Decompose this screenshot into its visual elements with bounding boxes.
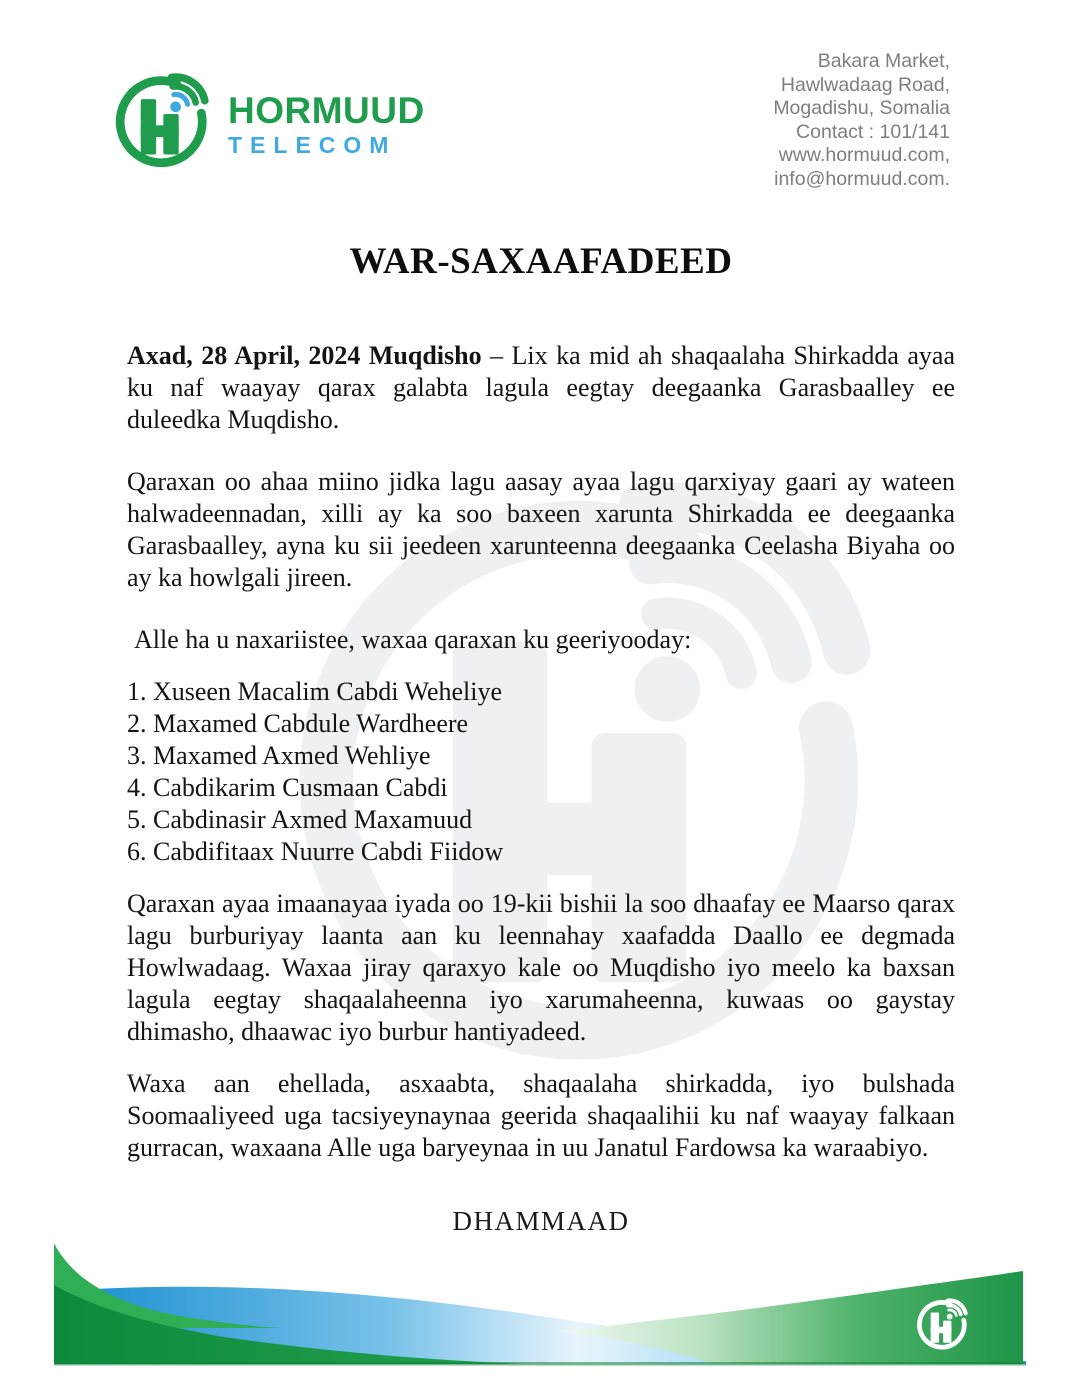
contact-line-address-2: Hawlwadaag Road, [780, 73, 950, 96]
document-body [127, 240, 955, 1237]
dateline-bold: Axad, 28 April, 2024 Muqdisho [127, 341, 482, 370]
contact-line-phone: Contact : 101/141 [796, 120, 950, 143]
paragraph-previous-attacks: Qaraxan ayaa imaanayaa iyada oo 19-kii bishii la soo dhaafay ee Maarso qarax lagu burburiyay laanta aan ku leennahay xaafadda Daallo ee degmada Howlwadaag. Waxaa jiray qaraxyo kale oo Muqdisho iyo meelo ka baxsan lagula eegtay shaqaalaheenna iyo xarumaheenna, kuwaas oo gaystay dhimasho, dhaawac iyo burbur hantiyadeed. [127, 889, 955, 1046]
dateline-rest: – Lix ka mid ah shaqaalaha Shirkadda ayaa ku naf waayay qarax galabta lagula eegtay deegaanka Garasbaalley ee duleedka Muqdisho. [127, 341, 955, 434]
closing-text: DHAMMAAD [452, 1206, 630, 1236]
hormuud-logo-icon [112, 56, 230, 171]
footer-wave-svg [54, 1243, 1026, 1368]
victim-name-2: 2. Maxamed Cabdule Wardheere [127, 709, 469, 738]
brand-name: HORMUUD [228, 90, 425, 131]
paragraph-condolences: Waxa aan ehellada, asxaabta, shaqaalaha shirkadda, iyo bulshada Soomaaliyeed uga tacsiyeynaynaa geerida shaqaalihii ku naf waayay falkaan gurracan, waxaana Alle uga baryeynaa in uu Janatul Fardowsa ka waraabiyo. [127, 1069, 955, 1162]
victim-name-4: 4. Cabdikarim Cusmaan Cabdi [127, 773, 448, 802]
paragraph-explosion-details: Qaraxan oo ahaa miino jidka lagu aasay ayaa lagu qarxiyay gaari ay wateen halwadeennadan, xilli ay ka soo baxeen xarunta Shirkadda ee deegaanka Garasbaalley, ayna ku sii jeedeen xarunteenna deegaanka Ceelasha Biyaha oo ay ka howlgali jireen. [127, 467, 955, 592]
paragraph-dateline [127, 340, 955, 436]
victims-list [127, 676, 955, 868]
contact-info-block [773, 50, 950, 192]
paragraph-condolence-intro: Alle ha u naxariistee, waxaa qaraxan ku geeriyooday: [134, 625, 692, 654]
contact-line-address-1: Bakara Market, [817, 50, 950, 72]
victim-name-3: 3. Maxamed Axmed Wehliye [127, 741, 431, 770]
sub-brand-name: TELECOM [228, 132, 397, 158]
footer-wave-graphic [54, 1243, 1026, 1368]
victim-name-1: 1. Xuseen Macalim Cabdi Weheliye [127, 677, 503, 706]
victim-name-6: 6. Cabdifitaax Nuurre Cabdi Fiidow [127, 837, 504, 866]
contact-line-email: info@hormuud.com. [774, 167, 950, 190]
hormuud-wordmark [228, 92, 425, 158]
contact-line-website: www.hormuud.com, [778, 144, 950, 167]
contact-line-city: Mogadishu, Somalia [773, 97, 950, 120]
page-title: WAR-SAXAAFADEED [349, 241, 733, 282]
victim-name-5: 5. Cabdinasir Axmed Maxamuud [127, 805, 473, 834]
